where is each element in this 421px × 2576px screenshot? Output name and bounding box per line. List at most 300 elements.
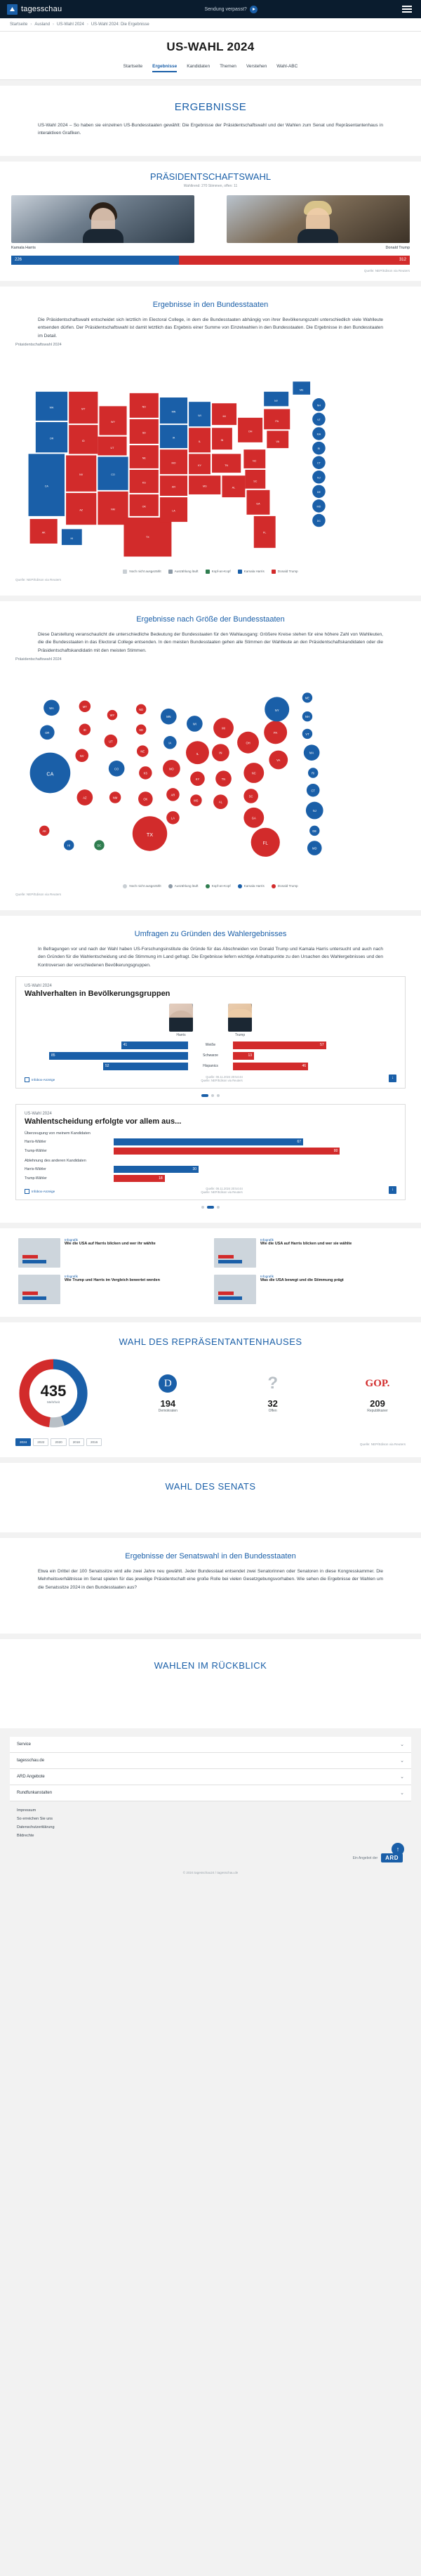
svg-text:IL: IL — [196, 751, 199, 756]
teaser-headline[interactable]: Wie die USA auf Harris blicken und wer ihr wählte — [65, 1241, 156, 1246]
poll1-row-hispanics — [25, 1063, 396, 1070]
svg-text:ID: ID — [83, 728, 86, 732]
download-icon[interactable]: ↓ — [389, 1075, 396, 1082]
svg-text:AR: AR — [171, 485, 176, 489]
footer-accordion-rundfunkanstalten[interactable] — [10, 1785, 411, 1801]
poll2-group-b-head: Ablehnung des anderen Kandidaten — [25, 1158, 86, 1163]
svg-text:FL: FL — [262, 841, 268, 846]
teaser-thumbnail — [214, 1275, 256, 1304]
teaser-grid — [15, 1238, 406, 1304]
bundesstaaten-quelle: Quelle: NEP/Edison via Reuters — [15, 577, 62, 581]
poll1-bar-harris-0: 41 — [121, 1041, 189, 1049]
svg-text:ME: ME — [305, 696, 310, 700]
poll1-bar-trump-1: 13 — [233, 1052, 254, 1060]
svg-text:ND: ND — [142, 405, 146, 409]
poll1-footer — [25, 1075, 396, 1082]
ard-row — [10, 1846, 411, 1867]
ard-logo[interactable]: ARD — [381, 1853, 403, 1862]
us-choropleth-map[interactable] — [15, 348, 406, 565]
candidate-row — [11, 195, 410, 250]
elephant-icon: GOP. — [365, 1377, 390, 1389]
svg-text:SD: SD — [139, 728, 144, 732]
repraesentantenhaus-heading: WAHL DES REPRÄSENTANTENHAUSES — [119, 1336, 302, 1347]
svg-text:FL: FL — [263, 531, 267, 534]
poll2-row-b0 — [25, 1166, 396, 1173]
list-item[interactable] — [214, 1238, 403, 1268]
svg-text:MS: MS — [194, 799, 199, 803]
svg-text:OR: OR — [49, 437, 54, 440]
svg-text:KS: KS — [143, 771, 148, 775]
legend-item-1: Auszählung läuft — [168, 570, 199, 574]
svg-text:MA: MA — [316, 433, 321, 436]
candidate-name-harris: Kamala Harris — [11, 245, 36, 250]
svg-text:LA: LA — [172, 509, 175, 513]
svg-text:MT: MT — [81, 407, 86, 411]
footer-accordion-tagesschau[interactable] — [10, 1753, 411, 1769]
play-icon[interactable] — [250, 6, 258, 13]
legend-item-2: Kopf-an-Kopf — [206, 884, 231, 888]
svg-text:UT: UT — [110, 446, 114, 449]
teaser-thumbnail — [18, 1238, 60, 1268]
infobox-icon — [25, 1189, 29, 1194]
hamburger-icon[interactable] — [400, 4, 414, 15]
sendung-verpasst-button[interactable] — [204, 6, 257, 13]
svg-text:MO: MO — [171, 461, 176, 465]
carousel-dot-0[interactable] — [201, 1206, 204, 1209]
tab-themen[interactable]: Themen — [220, 64, 236, 69]
breadcrumb-item-0[interactable]: Startseite — [10, 22, 28, 27]
poll2-credit: Quelle: NEP/Edison via Reuters — [201, 1190, 243, 1194]
bundesstaaten-text: Die Präsidentschaftswahl entscheidet sich letztlich im Electoral College, in dem die Bundesstaaten abhängig von ihrer Bevölkerungszahl unterschiedlich viele Wahlleute entsenden dürfen. Der Präsidentschaftswahl ist damit letztlich das Ergebnis einer Summe von Einzelwahlen in den Bundesstaaten. Die Ergebnisse in den Bundesstaaten im Detail. — [38, 317, 383, 339]
poll1-bar-harris-1: 85 — [49, 1052, 188, 1060]
chip-2018[interactable]: 2018 — [69, 1438, 84, 1446]
svg-text:IL: IL — [199, 440, 201, 443]
donkey-icon: D — [140, 1373, 196, 1394]
copyright: © 2024 tagesschau24 / tagesschau.de — [182, 1871, 239, 1874]
svg-text:NV: NV — [79, 473, 83, 477]
svg-text:NE: NE — [142, 456, 146, 460]
party-value-offen: 32 — [267, 1398, 278, 1409]
footer-links — [10, 1801, 411, 1846]
legend-item-3: Kamala Harris — [238, 884, 265, 888]
chip-2016[interactable]: 2016 — [86, 1438, 102, 1446]
house-total-caption: Mehrheit — [47, 1400, 60, 1405]
svg-text:ND: ND — [139, 707, 144, 711]
svg-text:AZ: AZ — [79, 508, 83, 512]
svg-text:MI: MI — [222, 414, 226, 418]
breadcrumb-item-2[interactable]: US-Wahl 2024 — [57, 22, 84, 27]
svg-text:CA: CA — [46, 770, 54, 777]
svg-text:SC: SC — [248, 794, 253, 799]
poll1-label-harris: Harris — [176, 1032, 186, 1037]
footer-accordion-label: Service — [17, 1742, 32, 1747]
poll2-row-a0 — [25, 1138, 396, 1145]
poll2-footer — [25, 1186, 396, 1194]
poll1-photo-harris — [169, 1004, 193, 1037]
groesse-quelle: Quelle: NEP/Edison via Reuters — [15, 892, 62, 896]
tab-kandidaten[interactable]: Kandidaten — [187, 64, 210, 69]
svg-text:MT: MT — [82, 704, 87, 709]
svg-text:CO: CO — [114, 767, 119, 771]
legend-item-2: Kopf-an-Kopf — [206, 570, 231, 574]
house-donut-chart — [15, 1355, 91, 1431]
footer-accordion-ard[interactable] — [10, 1769, 411, 1785]
footer-link-kontakt[interactable]: So erreichen Sie uns — [17, 1817, 53, 1821]
carousel-dot-0[interactable] — [201, 1094, 208, 1097]
svg-text:AL: AL — [218, 800, 222, 804]
tab-startseite[interactable]: Startseite — [123, 64, 143, 69]
svg-text:RI: RI — [312, 771, 315, 775]
breadcrumb-sep: › — [30, 22, 32, 27]
svg-text:MD: MD — [312, 846, 317, 850]
svg-text:GA: GA — [256, 502, 260, 506]
list-item[interactable] — [18, 1238, 207, 1268]
avatar-trump — [227, 195, 410, 243]
legend-item-3: Kamala Harris — [238, 570, 265, 574]
footer-accordion-label: ARD Angebote — [17, 1775, 45, 1779]
svg-text:KY: KY — [198, 464, 202, 467]
praesidentschaftswahl-heading: PRÄSIDENTSCHAFTSWAHL — [149, 171, 272, 182]
year-filter-chips[interactable] — [15, 1438, 102, 1446]
bubble-map-legend — [15, 884, 406, 888]
party-offen — [245, 1373, 301, 1413]
carousel-dot-2[interactable] — [217, 1094, 220, 1097]
nav-tabs — [0, 64, 421, 80]
umfragen-text: In Befragungen vor und nach der Wahl haben US-Forschungsinstitute die Gründe für das Abschneiden von Donald Trump und Kamala Harris untersucht und auch nach den Gründen für die Wahlentscheidung und die Stimmung im Land gefragt. Die Ergebnisse liefern wichtige Anhaltspunkte zu den Ursachen des Wahlergebnisses und den Kontroversen der verschiedenen Bevölkerungsgruppen. — [38, 946, 383, 968]
poll1-rowlabel-0: Weiße — [205, 1043, 216, 1048]
poll1-bars — [25, 1041, 396, 1070]
party-demokraten — [140, 1373, 196, 1413]
svg-text:WI: WI — [192, 722, 196, 726]
svg-text:SD: SD — [142, 431, 146, 435]
poll2-carousel-dots[interactable] — [15, 1206, 406, 1209]
section-teasers — [0, 1228, 421, 1317]
svg-text:AR: AR — [171, 793, 175, 797]
breadcrumb — [0, 18, 421, 32]
svg-text:ME: ME — [299, 388, 304, 392]
scroll-top-button[interactable]: ↑ — [392, 1843, 404, 1855]
party-name-offen: Offen — [268, 1409, 277, 1414]
footer-link-impressum[interactable]: Impressum — [17, 1808, 36, 1813]
teaser-headline[interactable]: Wie die USA auf Harris blicken und wer sie wählte — [260, 1241, 352, 1246]
map-label-choropleth: Präsidentschaftswahl 2024 — [15, 342, 62, 347]
candidate-name-trump: Donald Trump — [385, 245, 410, 250]
us-bubble-map[interactable] — [15, 663, 406, 880]
svg-text:DC: DC — [97, 843, 102, 848]
avatar-harris — [11, 195, 194, 243]
top-bar — [0, 0, 421, 18]
brand-name: tagesschau — [21, 5, 62, 13]
repraesentantenhaus-quelle: Quelle: NEP/Edison via Reuters — [359, 1442, 406, 1446]
svg-text:CT: CT — [316, 461, 321, 465]
svg-text:VT: VT — [305, 732, 309, 736]
svg-text:IN: IN — [219, 751, 222, 755]
groesse-text: Diese Darstellung veranschaulicht die unterschiedliche Bedeutung der Bundesstaaten für den Wahlausgang: Größere Kreise stehen für eine höhere Zahl von Wahlleuten, die die Bundesstaaten in das Electoral College entsenden. In den meisten Bundesstaaten gehen alle Stimmen der Wahlleute an den Präsidentschaftskandidaten oder die Präsidentschaftskandidatin mit den meisten Stimmen. — [38, 631, 383, 653]
svg-text:PA: PA — [274, 730, 278, 735]
teaser-headline[interactable]: Was die USA bewegt und die Stimmung prägt — [260, 1277, 344, 1282]
svg-text:NE: NE — [140, 749, 145, 754]
section-rueckblick — [0, 1639, 421, 1728]
tab-verstehen[interactable]: Verstehen — [246, 64, 267, 69]
svg-text:NH: NH — [316, 404, 321, 407]
legend-item-4: Donald Trump — [272, 570, 298, 574]
svg-text:NC: NC — [251, 771, 256, 775]
tagesschau-logo-icon — [7, 4, 18, 15]
svg-text:DE: DE — [312, 829, 317, 833]
party-value-demokraten: 194 — [160, 1398, 176, 1409]
svg-text:NM: NM — [112, 796, 118, 800]
svg-text:GA: GA — [251, 816, 256, 820]
breadcrumb-item-1[interactable]: Ausland — [34, 22, 51, 27]
footer-accordion-label: Rundfunkanstalten — [17, 1791, 53, 1795]
svg-text:AL: AL — [232, 486, 236, 489]
svg-text:NC: NC — [253, 459, 257, 463]
svg-text:DC: DC — [316, 519, 321, 523]
party-value-republikaner: 209 — [370, 1398, 385, 1409]
carousel-dot-1[interactable] — [211, 1094, 214, 1097]
poll2-label-a0: Harris-Wähler — [25, 1139, 46, 1144]
section-senat-bundesstaaten — [0, 1538, 421, 1634]
ergebnisse-text: US-Wahl 2024 – So haben sie einzelnen US-Bundesstaaten gewählt: Die Ergebnisse der Präsidentschaftswahl und der Wahlen zum Senat und Repräsentantenhaus in interaktiven Grafiken. — [38, 123, 383, 136]
poll2-source: Quelle: 06.11.2024 20:54:44 — [206, 1186, 243, 1190]
svg-text:MD: MD — [316, 505, 321, 508]
section-ergebnisse — [0, 86, 421, 156]
chip-2020[interactable]: 2020 — [51, 1438, 66, 1446]
praesidentschaftswahl-quelle: Quelle: NEP/Edison via Reuters — [363, 268, 410, 272]
umfragen-heading: Umfragen zu Gründen des Wahlergebnisses — [134, 929, 287, 938]
tab-ergebnisse[interactable]: Ergebnisse — [152, 64, 177, 72]
svg-text:PA: PA — [275, 419, 279, 423]
footer-link-datenschutz[interactable]: Datenschutzerklärung — [17, 1825, 55, 1829]
tab-wahl-abc[interactable]: Wahl-ABC — [276, 64, 298, 69]
svg-text:AZ: AZ — [83, 796, 87, 800]
teaser-kicker: Infografik — [65, 1274, 78, 1278]
section-bundesstaaten — [0, 287, 421, 596]
svg-text:NY: NY — [274, 708, 279, 712]
svg-text:NJ: NJ — [317, 476, 321, 480]
svg-text:DE: DE — [316, 490, 321, 494]
svg-text:AK: AK — [41, 531, 46, 534]
map-legend — [15, 570, 406, 574]
footer-accordion-service[interactable] — [10, 1737, 411, 1753]
footer-accordion-label: tagesschau.de — [17, 1759, 45, 1763]
svg-text:IA: IA — [172, 436, 175, 440]
teaser-headline[interactable]: Wie Trump und Harris im Vergleich bewertet werden — [65, 1277, 160, 1282]
teaser-kicker: Infografik — [260, 1274, 274, 1278]
svg-text:MN: MN — [171, 410, 176, 414]
candidate-trump — [227, 195, 410, 250]
svg-text:WY: WY — [111, 420, 115, 423]
svg-text:OK: OK — [142, 505, 146, 508]
svg-text:MI: MI — [222, 726, 225, 730]
legend-item-4: Donald Trump — [272, 884, 298, 888]
svg-text:NY: NY — [274, 400, 279, 403]
party-name-demokraten: Demokraten — [158, 1409, 178, 1414]
poll2-label-a1: Trump-Wähler — [25, 1148, 47, 1153]
svg-text:KS: KS — [142, 481, 146, 485]
poll1-carousel-dots[interactable] — [15, 1094, 406, 1097]
poll2-bar-b1: 18 — [114, 1175, 165, 1182]
teaser-thumbnail — [18, 1275, 60, 1304]
list-item[interactable] — [18, 1275, 207, 1304]
chevron-down-icon: ⌄ — [400, 1742, 404, 1747]
teaser-kicker: Infografik — [65, 1237, 78, 1242]
poll2-row-b1 — [25, 1175, 396, 1182]
poll-card-bevoelkerungsgruppen — [15, 976, 406, 1089]
poll2-eyebrow: US-Wahl 2024 — [25, 1111, 52, 1116]
svg-text:LA: LA — [171, 816, 175, 820]
chip-2022[interactable]: 2022 — [33, 1438, 48, 1446]
section-senat — [0, 1463, 421, 1532]
svg-text:IN: IN — [220, 438, 224, 442]
legend-item-1: Auszählung läuft — [168, 884, 199, 888]
candidate-harris — [11, 195, 194, 250]
poll1-candidate-photos — [25, 1004, 396, 1037]
sendung-label: Sendung verpasst? — [204, 6, 247, 12]
svg-text:WA: WA — [49, 706, 54, 710]
wahltrend-subline: Wahltrend: 270 Stimmen, offen: 11 — [183, 183, 238, 188]
question-icon: ? — [267, 1374, 278, 1393]
section-repraesentantenhaus — [0, 1322, 421, 1457]
svg-text:CT: CT — [311, 789, 315, 793]
svg-text:KY: KY — [195, 777, 200, 781]
footer — [0, 1728, 421, 1884]
poll1-rowlabel-1: Schwarze — [203, 1053, 218, 1058]
poll2-bar-a0: 67 — [114, 1138, 303, 1145]
breadcrumb-sep: › — [53, 22, 55, 27]
carousel-dot-1[interactable] — [207, 1206, 214, 1209]
svg-text:NM: NM — [111, 508, 115, 511]
senat-heading: WAHL DES SENATS — [165, 1480, 256, 1492]
poll2-bar-a1: 80 — [114, 1148, 340, 1155]
legend-item-0: Noch nicht ausgezählt — [123, 570, 161, 574]
page-title: US-WAHL 2024 — [0, 32, 421, 64]
svg-text:OH: OH — [246, 741, 250, 745]
svg-text:MO: MO — [169, 767, 174, 771]
section-praesidentschaftswahl — [0, 162, 421, 281]
poll1-eyebrow: US-Wahl 2024 — [25, 983, 52, 988]
carousel-dot-2[interactable] — [217, 1206, 220, 1209]
breadcrumb-sep: › — [86, 22, 88, 27]
svg-text:CA: CA — [44, 485, 48, 488]
svg-text:ID: ID — [81, 439, 85, 442]
ergebnisse-heading: ERGEBNISSE — [174, 101, 247, 113]
svg-text:MN: MN — [166, 715, 171, 719]
poll1-source: Quelle: 06.11.2024 20:54:44 — [206, 1075, 243, 1079]
footer-link-bildrechte[interactable]: Bildrechte — [17, 1834, 34, 1838]
bundesstaaten-heading: Ergebnisse in den Bundesstaaten — [152, 300, 269, 309]
senat-states-heading: Ergebnisse der Senatswahl in den Bundesstaaten — [125, 1551, 296, 1560]
chevron-down-icon: ⌄ — [400, 1775, 404, 1780]
poll1-bar-trump-2: 46 — [233, 1063, 308, 1070]
download-icon[interactable]: ↓ — [389, 1186, 396, 1194]
electors-trump: 312 — [179, 256, 410, 265]
party-name-republikaner: Republikaner — [367, 1409, 388, 1414]
list-item[interactable] — [214, 1275, 403, 1304]
svg-text:NV: NV — [79, 754, 84, 758]
poll1-infobox-button[interactable]: Infobox-Anzeige — [25, 1077, 55, 1082]
poll2-row-a1 — [25, 1148, 396, 1155]
legend-item-0: Noch nicht ausgezählt — [123, 884, 161, 888]
section-groesse — [0, 601, 421, 910]
svg-text:OH: OH — [248, 430, 253, 433]
svg-text:WA: WA — [49, 406, 54, 409]
svg-text:OR: OR — [45, 730, 50, 735]
infobox-icon — [25, 1077, 29, 1082]
poll1-row-weisse — [25, 1041, 396, 1049]
svg-text:VA: VA — [276, 440, 280, 443]
svg-text:TX: TX — [146, 535, 149, 539]
svg-text:WY: WY — [109, 714, 115, 718]
svg-text:TN: TN — [221, 777, 226, 781]
map-label-bubble: Präsidentschaftswahl 2024 — [15, 657, 62, 662]
poll2-title: Wahlentscheidung erfolgte vor allem aus... — [25, 1117, 182, 1126]
house-summary-row — [15, 1355, 406, 1431]
section-umfragen — [0, 916, 421, 1223]
poll2-label-b1: Trump-Wähler — [25, 1176, 47, 1181]
svg-text:TN: TN — [225, 464, 229, 467]
groesse-heading: Ergebnisse nach Größe der Bundesstaaten — [136, 615, 285, 624]
teaser-thumbnail — [214, 1238, 256, 1268]
poll1-photo-trump — [228, 1004, 252, 1037]
poll2-bar-b0: 30 — [114, 1166, 199, 1173]
chip-2024[interactable]: 2024 — [15, 1438, 31, 1446]
ard-prefix: Ein Angebot der — [352, 1855, 378, 1860]
svg-text:IA: IA — [168, 741, 172, 745]
rueckblick-heading: WAHLEN IM RÜCKBLICK — [154, 1660, 267, 1671]
poll1-label-trump: Trump — [234, 1032, 246, 1037]
svg-text:TX: TX — [146, 831, 154, 838]
svg-text:MA: MA — [309, 751, 314, 755]
svg-text:HI: HI — [67, 843, 71, 848]
chevron-down-icon: ⌄ — [400, 1759, 404, 1763]
svg-text:VT: VT — [317, 418, 321, 421]
svg-text:MS: MS — [202, 485, 207, 488]
svg-text:SC: SC — [253, 480, 258, 483]
poll1-bar-harris-2: 52 — [103, 1063, 188, 1070]
house-total — [15, 1355, 91, 1431]
poll1-row-schwarze — [25, 1052, 396, 1060]
chevron-down-icon: ⌄ — [400, 1791, 404, 1796]
svg-text:CO: CO — [111, 473, 115, 477]
electoral-bar — [11, 256, 410, 265]
party-republikaner — [349, 1373, 406, 1413]
teaser-kicker: Infografik — [260, 1237, 274, 1242]
poll1-bar-trump-0: 57 — [233, 1041, 326, 1049]
svg-text:RI: RI — [317, 447, 321, 451]
svg-text:NH: NH — [305, 715, 309, 719]
svg-text:AK: AK — [42, 829, 46, 833]
poll1-credit: Quelle: NEP/Edison via Reuters — [201, 1078, 243, 1082]
poll1-rowlabel-2: Hispanics — [203, 1064, 218, 1069]
poll-card-wahlentscheidung — [15, 1104, 406, 1200]
breadcrumb-item-3: US-Wahl 2024: Die Ergebnisse — [91, 22, 149, 27]
svg-text:VA: VA — [276, 758, 281, 762]
poll2-infobox-button[interactable]: Infobox-Anzeige — [25, 1189, 55, 1194]
poll2-label-b0: Harris-Wähler — [25, 1167, 46, 1171]
svg-text:HI: HI — [70, 537, 74, 540]
svg-text:UT: UT — [109, 740, 113, 744]
house-total-number: 435 — [40, 1382, 67, 1400]
poll2-group-a-head: Überzeugung von meinem Kandidaten — [25, 1131, 91, 1136]
electors-harris: 226 — [11, 256, 179, 265]
senat-states-text: Etwa ein Drittel der 100 Senatssitze wird alle zwei Jahre neu gewählt. Jeder Bundesstaat entsendet zwei Senatorinnen oder Senatoren in diese Kongresskammer. Die Mehrheitsverhältnisse im Senat spielen für das jeweilige Präsidentschaft eine große Rolle bei vielen Gesetzgebungsvorhaben. Wie sehen die Ergebnisse der Wahlen um die Senatssitze 2024 in den Bundesstaaten aus? — [38, 1568, 383, 1590]
svg-text:WI: WI — [198, 414, 201, 417]
brand[interactable] — [7, 4, 62, 15]
poll1-title: Wahlverhalten in Bevölkerungsgruppen — [25, 989, 171, 998]
svg-text:NJ: NJ — [312, 808, 316, 813]
svg-text:OK: OK — [143, 797, 148, 801]
